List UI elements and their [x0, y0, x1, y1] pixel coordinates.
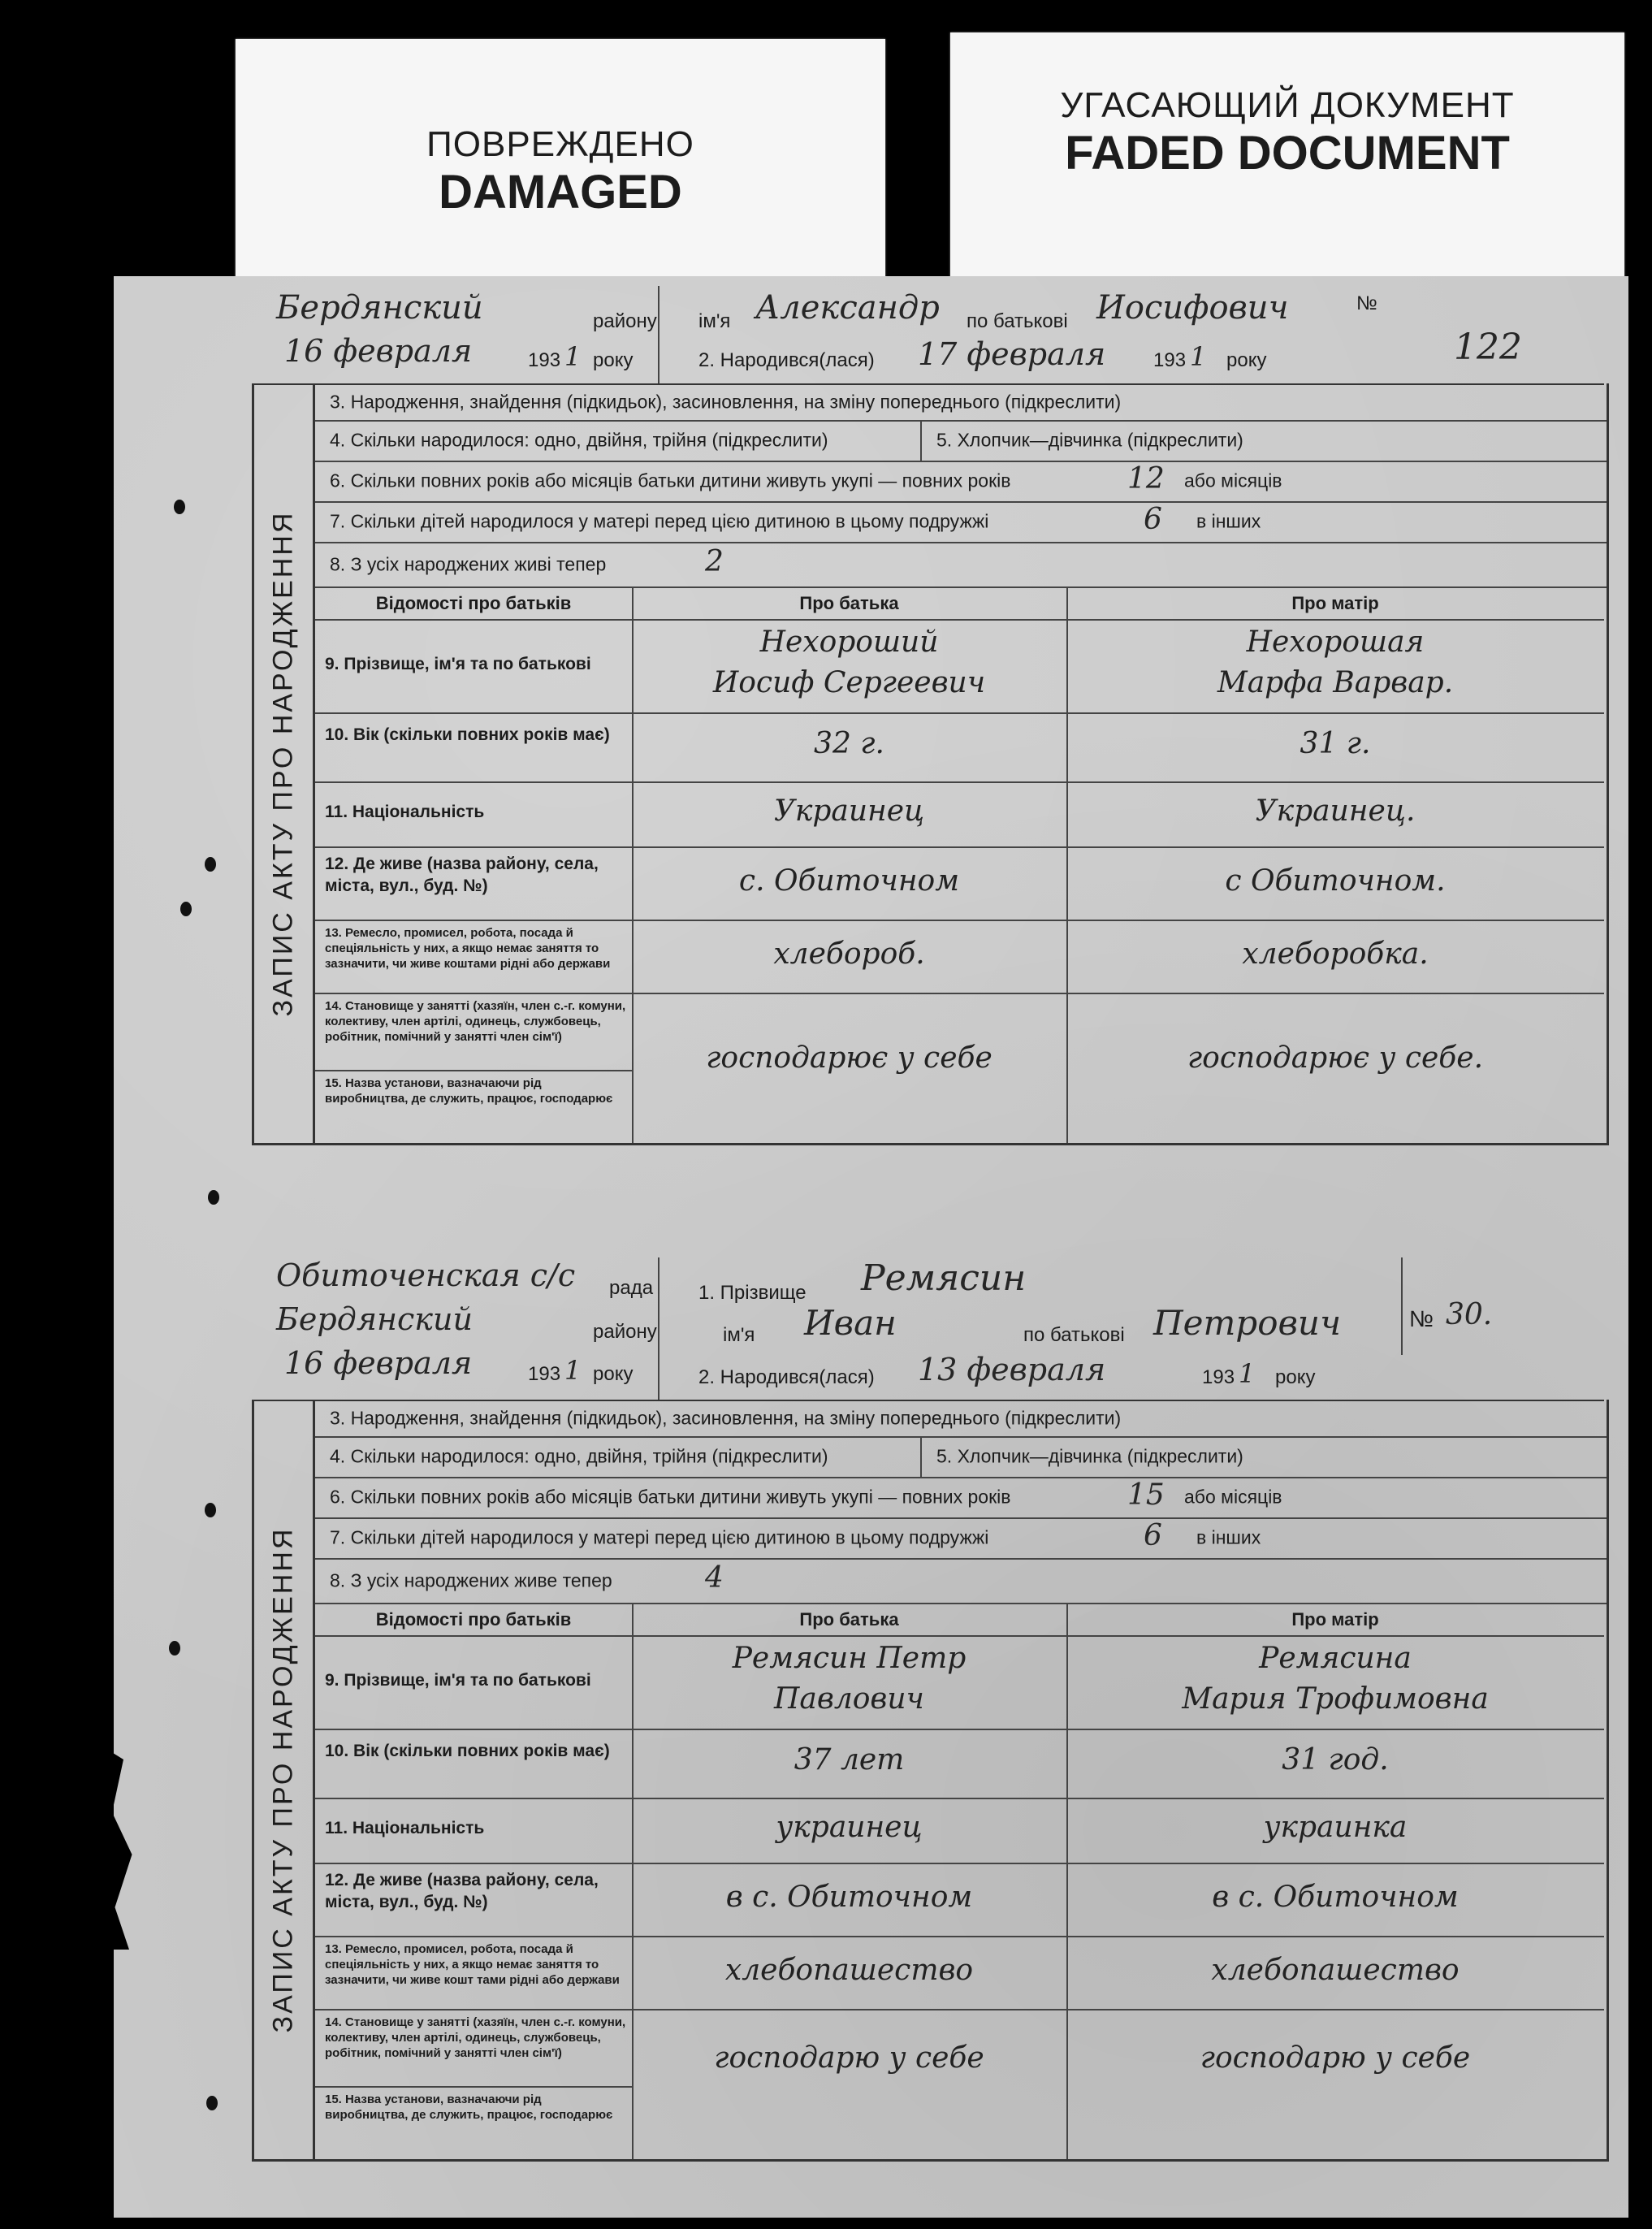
label-10-text: 10. Вік (скільки повних років має) [325, 725, 610, 744]
born-roku-label: року [1226, 349, 1267, 371]
th-father [632, 586, 1068, 621]
father-residence-2: в с. Обиточном [725, 1881, 973, 1914]
father-11-2 [632, 1798, 1068, 1864]
th-mother-2 [1066, 1603, 1604, 1637]
row-3-2 [315, 1400, 1607, 1438]
mother-13 [1066, 920, 1604, 994]
father-10-2 [632, 1729, 1068, 1799]
mother-age-2: 31 год. [1282, 1743, 1389, 1777]
row-3-text: 3. Народження, знайдення (підкидьок), засиновлення, на зміну попереднього (підкреслити) [330, 391, 1122, 412]
row-8-2-value: 4 [705, 1561, 724, 1595]
father-12 [632, 846, 1068, 921]
row-6-text: 6. Скільки повних років або місяців батьки дитини живуть укупі — повних років [330, 470, 1011, 491]
born-roku-label-2: року [1275, 1366, 1316, 1388]
row-6-end: або місяців [1184, 470, 1282, 491]
parents-table-2 [315, 1603, 1607, 2159]
father-9-2 [632, 1635, 1068, 1730]
label-10 [315, 712, 634, 783]
mother-12-2 [1066, 1863, 1604, 1937]
row-7-2-value: 6 [1144, 1519, 1162, 1552]
mother-surname-2: Ремясина [1259, 1642, 1412, 1675]
father-age: 32 г. [814, 727, 884, 760]
row-3 [315, 383, 1607, 422]
date-value: 16 февраля [284, 333, 473, 369]
row-3-2-text: 3. Народження, знайдення (підкидьок), засиновлення, на зміну попереднього (підкреслити) [330, 1407, 1122, 1428]
row-4-5-2 [315, 1436, 1607, 1478]
row-4-5 [315, 420, 1607, 462]
label-15-text: 15. Назва установи, вазначаючи рід виробництва, де служить, працює, господарює [325, 1076, 613, 1106]
mother-residence-2: в с. Обиточном [1212, 1881, 1459, 1914]
born-year-label-2: 193 [1202, 1366, 1235, 1388]
row-7-end: в інших [1196, 510, 1261, 532]
name-value: Александр [755, 289, 940, 327]
punch-hole [208, 1190, 219, 1205]
raion-value-2: Бердянский [276, 1301, 473, 1337]
vertical-title [254, 383, 315, 1143]
label-9 [315, 619, 634, 714]
father-14 [632, 993, 1068, 1143]
label-10-2 [315, 1729, 634, 1799]
name-value-2: Иван [804, 1303, 897, 1343]
label-9-2-text: 9. Прізвище, ім'я та по батькові [325, 1671, 591, 1690]
label-9-2 [315, 1635, 634, 1730]
label-11-text: 11. Національність [325, 803, 485, 821]
label-12-text: 12. Де живе (назва району, села, міста, вул., буд. №) [325, 855, 599, 896]
row-6-2-text: 6. Скільки повних років або місяців батьки дитини живуть укупі — повних років [330, 1486, 1011, 1508]
father-nationality: Украинец [773, 794, 925, 828]
th-father-2-text: Про батька [799, 1609, 899, 1630]
father-11 [632, 781, 1068, 848]
faded-document-label [950, 32, 1624, 284]
mother-10-2 [1066, 1729, 1604, 1799]
born-label: 2. Народився(лася) [698, 349, 875, 371]
row-8-value: 2 [705, 545, 724, 578]
label-13-2 [315, 1936, 634, 2010]
label-11-2-text: 11. Національність [325, 1819, 485, 1837]
raion-value: Бердянский [276, 289, 483, 327]
birth-record-2 [138, 1257, 1604, 2163]
record-2-body [252, 1400, 1609, 2162]
father-residence: с. Обиточном [738, 864, 960, 898]
mother-residence: с Обиточном. [1225, 864, 1446, 898]
father-14-2 [632, 2009, 1068, 2159]
row-6-value: 12 [1127, 462, 1165, 496]
mother-name: Марфа Варвар. [1217, 666, 1454, 699]
record-number-label: № [1356, 292, 1377, 314]
record-1-body [252, 383, 1609, 1145]
mother-status-2: господарю у себе [1200, 2041, 1471, 2075]
mother-nationality: Украинец. [1255, 794, 1416, 828]
year-value-2: 1 [564, 1355, 582, 1386]
born-year-value: 1 [1190, 341, 1207, 372]
label-11 [315, 781, 634, 848]
raion-label: району [593, 310, 657, 332]
row-7-2 [315, 1517, 1607, 1560]
vertical-title-2 [254, 1400, 315, 2159]
birth-record-1 [138, 286, 1604, 1143]
rada-label: рада [609, 1277, 654, 1299]
raion-label-2: району [593, 1321, 657, 1343]
record-number-value-2: 30. [1446, 1298, 1493, 1331]
name-label-2: ім'я [723, 1324, 755, 1346]
row-6 [315, 461, 1607, 503]
row-7-value: 6 [1144, 503, 1162, 536]
label-15-2 [315, 2086, 634, 2159]
vertical-title-text: ЗАПИС АКТУ ПРО НАРОДЖЕННЯ [267, 510, 299, 1016]
born-year-label: 193 [1153, 349, 1187, 371]
row-5-2-text: 5. Хлопчик—дівчинка (підкреслити) [936, 1445, 1243, 1467]
father-name: Иосиф Сергеевич [712, 666, 986, 699]
label-11-2 [315, 1798, 634, 1864]
father-occupation-2: хлебопашество [724, 1954, 974, 1987]
patronymic-label: по батькові [967, 310, 1068, 332]
row-4-divider [920, 420, 922, 461]
th-info [315, 586, 634, 621]
label-13-2-text: 13. Ремесло, промисел, робота, посада й спеціяльність у них, а якщо немає заняття то зазначити, чи живе кошт тами рідні або держави [325, 1942, 620, 1987]
father-nationality-2: украинец [776, 1811, 923, 1844]
damaged-label-ru: ПОВРЕЖДЕНО [426, 124, 694, 164]
father-12-2 [632, 1863, 1068, 1937]
mother-surname: Нехорошая [1246, 625, 1425, 659]
label-14-2-text: 14. Становище у занятті (хазяїн, член с.-г. комуни, колективу, член артілі, одинець, службовець, робітник, помічний у занятті член сім'ї) [325, 2015, 626, 2060]
mother-9-2 [1066, 1635, 1604, 1730]
born-label-2: 2. Народився(лася) [698, 1366, 875, 1388]
th-info-2-text: Відомості про батьків [375, 1609, 572, 1630]
mother-11 [1066, 781, 1604, 848]
label-14-text: 14. Становище у занятті (хазяїн, член с.-г. комуни, колективу, член артілі, одинець, службовець, робітник, помічний у занятті член сім'ї) [325, 999, 626, 1044]
father-surname: Нехороший [759, 625, 939, 659]
father-status: господарює у себе [706, 1041, 992, 1075]
row-8-2 [315, 1558, 1607, 1604]
label-15-2-text: 15. Назва установи, вазначаючи рід виробництва, де служить, працює, господарює [325, 2093, 613, 2122]
record-number-label-2: № [1409, 1306, 1434, 1331]
label-9-text: 9. Прізвище, ім'я та по батькові [325, 655, 591, 673]
father-13 [632, 920, 1068, 994]
mother-age: 31 г. [1300, 727, 1371, 760]
label-12-2 [315, 1863, 634, 1937]
th-father-2 [632, 1603, 1068, 1637]
father-13-2 [632, 1936, 1068, 2010]
father-status-2: господарю у себе [714, 2041, 984, 2075]
vertical-title-2-text: ЗАПИС АКТУ ПРО НАРОДЖЕННЯ [267, 1526, 299, 2032]
row-7-2-text: 7. Скільки дітей народилося у матері перед цією дитиною в цьому подружжі [330, 1526, 989, 1548]
father-10 [632, 712, 1068, 783]
parents-table [315, 586, 1607, 1143]
mother-occupation: хлеборобка. [1242, 937, 1429, 971]
label-12 [315, 846, 634, 921]
mother-14-2 [1066, 2009, 1604, 2159]
rada-value: Обиточенская с/с [276, 1257, 576, 1293]
th-father-text: Про батька [799, 593, 899, 613]
row-8-text: 8. З усіх народжених живі тепер [330, 553, 607, 574]
father-9 [632, 619, 1068, 714]
father-age-2: 37 лет [794, 1743, 905, 1777]
mother-status: господарює у себе. [1187, 1041, 1484, 1075]
record-1-header [252, 286, 1604, 385]
roku-label-2: року [593, 1363, 634, 1385]
mother-name-2: Мария Трофимовна [1182, 1682, 1489, 1716]
row-7 [315, 501, 1607, 543]
number-divider [1401, 1257, 1403, 1355]
year-label: 193 [528, 349, 561, 371]
row-6-2-end: або місяців [1184, 1486, 1282, 1508]
th-mother-2-text: Про матір [1291, 1609, 1379, 1630]
faded-label-ru: УГАСАЮЩИЙ ДОКУМЕНТ [1060, 85, 1515, 125]
father-surname-2: Ремясин Петр [732, 1642, 967, 1675]
born-value-2: 13 февраля [918, 1352, 1106, 1387]
surname-value: Ремясин [861, 1257, 1027, 1299]
record-2-header [252, 1257, 1604, 1401]
row-4-2-divider [920, 1436, 922, 1477]
mother-13-2 [1066, 1936, 1604, 2010]
th-mother-text: Про матір [1291, 593, 1379, 613]
damaged-label [236, 39, 885, 283]
year-value: 1 [564, 341, 582, 372]
label-14-2 [315, 2009, 634, 2088]
record-number-value: 122 [1454, 327, 1522, 368]
label-14 [315, 993, 634, 1071]
row-5-text: 5. Хлопчик—дівчинка (підкреслити) [936, 429, 1243, 451]
th-info-text: Відомості про батьків [375, 593, 572, 613]
row-6-2-value: 15 [1127, 1478, 1165, 1512]
label-13-text: 13. Ремесло, промисел, робота, посада й спеціяльність у них, а якщо немає заняття то зазначити, чи живе коштами рідні або держави [325, 926, 611, 971]
mother-occupation-2: хлебопашество [1211, 1954, 1460, 1987]
row-4-text: 4. Скільки народилося: одно, двійня, трійня (підкреслити) [330, 429, 828, 451]
th-info-2 [315, 1603, 634, 1637]
header-divider [658, 286, 660, 383]
faded-label-en: FADED DOCUMENT [1065, 127, 1510, 180]
header-divider-2 [658, 1257, 660, 1400]
mother-9 [1066, 619, 1604, 714]
mother-11-2 [1066, 1798, 1604, 1864]
surname-label: 1. Прізвище [698, 1282, 807, 1304]
father-occupation: хлебороб. [773, 937, 925, 971]
patronymic-label-2: по батькові [1023, 1324, 1125, 1346]
row-8 [315, 542, 1607, 588]
label-15 [315, 1070, 634, 1143]
year-label-2: 193 [528, 1363, 561, 1385]
row-8-2-text: 8. З усіх народжених живе тепер [330, 1569, 612, 1591]
damaged-label-en: DAMAGED [439, 166, 682, 219]
name-label: ім'я [698, 310, 731, 332]
mother-14 [1066, 993, 1604, 1143]
patronymic-value-2: Петрович [1153, 1303, 1342, 1343]
th-mother [1066, 586, 1604, 621]
father-name-2: Павлович [774, 1682, 924, 1716]
born-value: 17 февраля [918, 336, 1106, 372]
mother-10 [1066, 712, 1604, 783]
row-7-2-end: в інших [1196, 1526, 1261, 1548]
roku-label: року [593, 349, 634, 371]
label-12-2-text: 12. Де живе (назва району, села, міста, вул., буд. №) [325, 1871, 599, 1912]
mother-12 [1066, 846, 1604, 921]
row-7-text: 7. Скільки дітей народилося у матері перед цією дитиною в цьому подружжі [330, 510, 989, 532]
patronymic-value: Иосифович [1096, 289, 1289, 327]
date-value-2: 16 февраля [284, 1345, 473, 1381]
row-4-2-text: 4. Скільки народилося: одно, двійня, трійня (підкреслити) [330, 1445, 828, 1467]
label-10-2-text: 10. Вік (скільки повних років має) [325, 1742, 610, 1760]
mother-nationality-2: украинка [1263, 1811, 1408, 1844]
label-13 [315, 920, 634, 994]
born-year-value-2: 1 [1239, 1358, 1256, 1389]
row-6-2 [315, 1477, 1607, 1519]
